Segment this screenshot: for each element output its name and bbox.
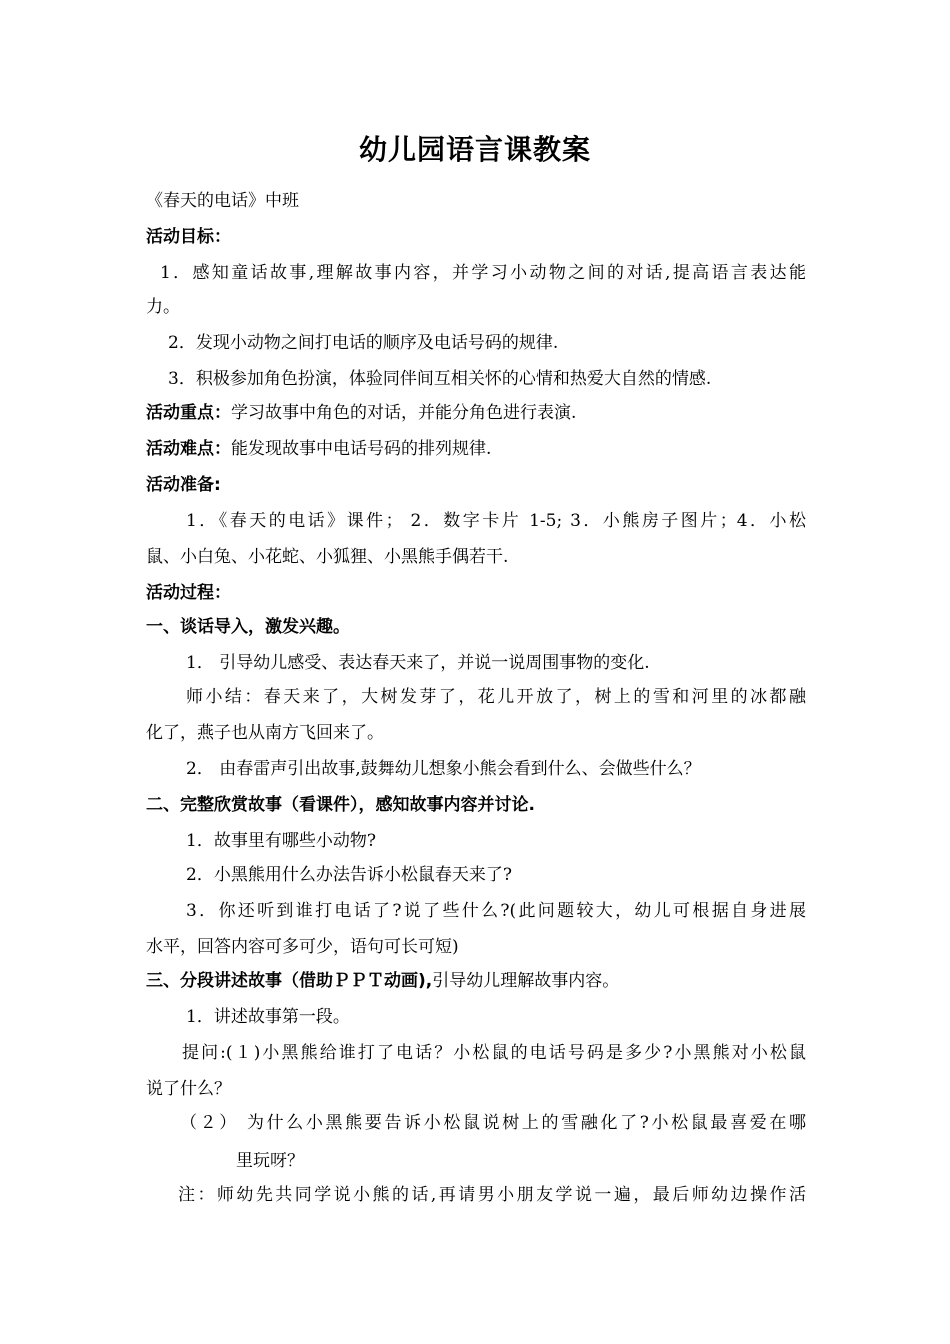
- difficulty-line: [146, 434, 491, 464]
- key-point-label: 活动重点：: [146, 403, 231, 423]
- section-3-heading-rest: 引导幼儿理解故事内容。: [432, 971, 620, 991]
- goal-item-3: 3．积极参加角色扮演，体验同伴间互相关怀的心情和热爱大自然的情感.: [168, 369, 712, 389]
- section-3-heading: [146, 966, 619, 996]
- section-2-item-3-line-1: 3．你还听到谁打电话了?说了些什么?(此问题较大，幼儿可根据自身进展: [186, 901, 806, 921]
- difficulty-label: 活动难点：: [146, 439, 231, 459]
- section-2-heading: 二、完整欣赏故事（看课件），感知故事内容并讨论.: [146, 795, 535, 815]
- page-title: 幼儿园语言课教案: [358, 133, 591, 166]
- section-1-item-1: 1． 引导幼儿感受、表达春天来了，并说一说周围事物的变化.: [186, 653, 650, 673]
- key-point-line: [146, 398, 576, 428]
- section-3-question-1-line-1: 提问:(１)小黑熊给谁打了电话？小松鼠的电话号码是多少?小黑熊对小松鼠: [182, 1043, 806, 1063]
- prep-heading: 活动准备:: [146, 475, 221, 495]
- prep-line-2: 鼠、小白兔、小花蛇、小狐狸、小黑熊手偶若干.: [146, 547, 509, 567]
- lesson-subtitle: 《春天的电话》中班: [146, 191, 299, 211]
- goal-item-1-line-2: 力。: [146, 297, 180, 317]
- section-3-item-1: 1．讲述故事第一段。: [186, 1007, 350, 1027]
- process-heading: 活动过程：: [146, 583, 231, 603]
- section-1-item-2: 2． 由春雷声引出故事,鼓舞幼儿想象小熊会看到什么、会做些什么？: [186, 759, 701, 779]
- section-3-question-1-line-2: 说了什么？: [146, 1079, 231, 1099]
- goals-heading: 活动目标：: [146, 227, 231, 247]
- section-1-summary-line-1: 师小结：春天来了，大树发芽了，花儿开放了，树上的雪和河里的冰都融: [186, 687, 806, 707]
- section-2-item-1: 1．故事里有哪些小动物?: [186, 831, 376, 851]
- goal-item-1-line-1: 1．感知童话故事,理解故事内容，并学习小动物之间的对话,提高语言表达能: [160, 263, 806, 283]
- section-3-heading-bold: 三、分段讲述故事（借助ＰＰＴ动画),: [146, 971, 433, 991]
- prep-line-1: 1．《春天的电话》课件； 2．数字卡片 1-5; 3．小熊房子图片；4．小松: [186, 511, 806, 531]
- section-1-heading: 一、谈话导入，激发兴趣。: [146, 617, 350, 637]
- key-point-text: 学习故事中角色的对话，并能分角色进行表演.: [231, 403, 577, 423]
- section-3-note: 注：师幼先共同学说小熊的话,再请男小朋友学说一遍，最后师幼边操作活: [178, 1185, 806, 1205]
- section-1-summary-line-2: 化了，燕子也从南方飞回来了。: [146, 723, 384, 743]
- difficulty-text: 能发现故事中电话号码的排列规律.: [231, 439, 492, 459]
- section-3-question-2-line-2: 里玩呀？: [236, 1151, 304, 1171]
- goal-item-2: 2．发现小动物之间打电话的顺序及电话号码的规律.: [168, 333, 559, 353]
- section-2-item-3-line-2: 水平，回答内容可多可少，语句可长可短): [146, 937, 459, 957]
- section-3-question-2-line-1: （２） 为什么小黑熊要告诉小松鼠说树上的雪融化了?小松鼠最喜爱在哪: [180, 1113, 806, 1133]
- section-2-item-2: 2．小黑熊用什么办法告诉小松鼠春天来了?: [186, 865, 512, 885]
